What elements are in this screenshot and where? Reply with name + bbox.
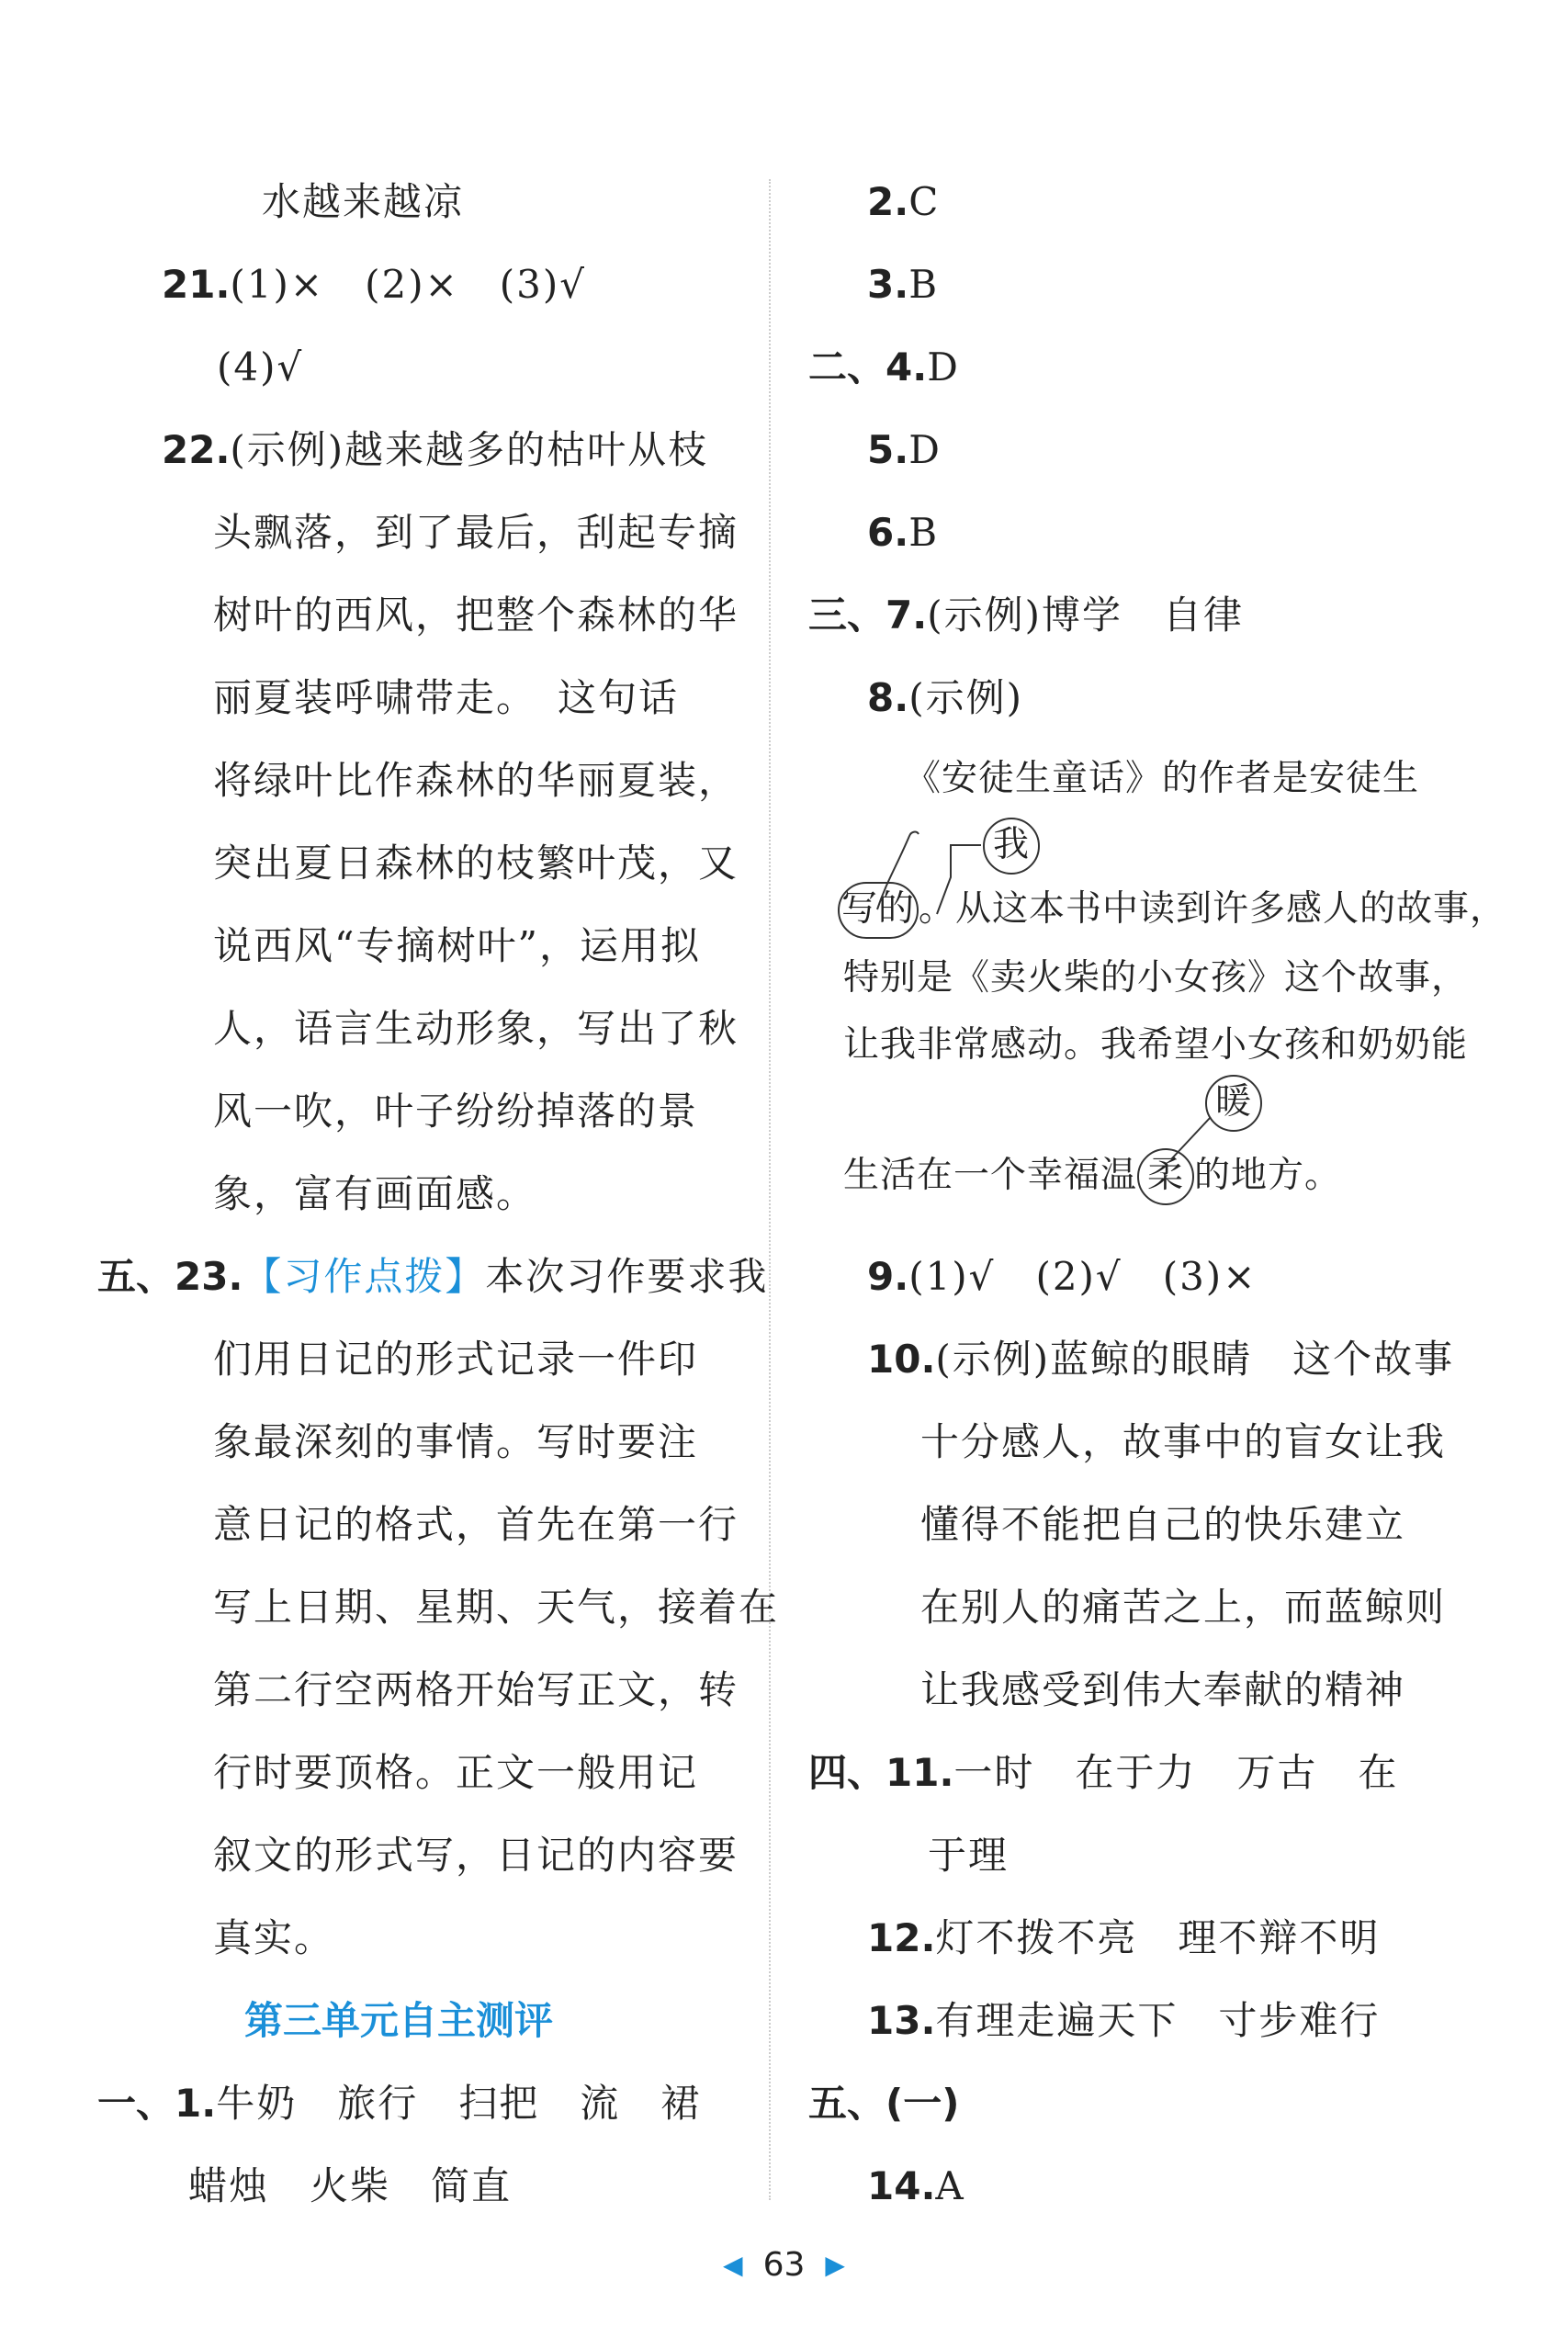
answer-line: 风一吹，叶子纷纷掉落的景 <box>213 1089 699 1134</box>
answer-text: (1)√ (2)√ (3)× <box>908 1254 1258 1299</box>
answer-text: B <box>908 262 940 307</box>
question-number: 14. <box>867 2163 936 2208</box>
answer-line: 们用日记的形式记录一件印 <box>213 1337 699 1382</box>
answer-text: 有理走遍天下 寸步难行 <box>935 1998 1381 2043</box>
correction-text: 的地方。 <box>1194 1155 1342 1196</box>
question-10 <box>867 1332 1454 1387</box>
section-title: 第三单元自主测评 <box>244 1998 554 2043</box>
answer-text: D <box>908 427 942 472</box>
insertion-caret <box>937 845 981 914</box>
answer-text: (示例)越来越多的枯叶从枝 <box>230 427 709 472</box>
answer-line: 象，富有画面感。 <box>213 1171 537 1216</box>
question-number: 四、11. <box>808 1750 954 1795</box>
answer-line: 丽夏装呼啸带走。 这句话 <box>213 675 680 720</box>
writing-tip-label: 【习作点拨】 <box>243 1254 486 1299</box>
answer-line: 第二行空两格开始写正文，转 <box>213 1667 739 1712</box>
answer-line: 将绿叶比作森林的华丽夏装， <box>213 758 739 803</box>
answer-line: 让我感受到伟大奉献的精神 <box>920 1667 1406 1712</box>
answer-line: 在别人的痛苦之上，而蓝鲸则 <box>920 1585 1447 1630</box>
answer-line: 象最深刻的事情。写时要注 <box>213 1419 699 1464</box>
question-number: 8. <box>867 675 909 720</box>
answer-text: 一时 在于力 万古 在 <box>953 1750 1399 1795</box>
inserted-char: 暖 <box>1205 1075 1262 1132</box>
answer-line: 意日记的格式，首先在第一行 <box>213 1502 739 1547</box>
answer-text: (示例) <box>908 675 1023 720</box>
question-number: 10. <box>867 1337 936 1382</box>
circled-text: 写的 <box>838 882 919 939</box>
deletion-mark <box>877 832 919 909</box>
question-number: 三、7. <box>808 593 928 638</box>
answer-line: 突出夏日森林的枝繁叶茂，又 <box>213 841 739 886</box>
answer-text: 本次习作要求我 <box>485 1254 769 1299</box>
triangle-left-icon: ◀ <box>723 2250 743 2280</box>
question-number: 22. <box>162 427 231 472</box>
answer-text: B <box>908 510 940 555</box>
question-number: 五、23. <box>97 1254 243 1299</box>
answer-text: 灯不拨不亮 理不辩不明 <box>935 1915 1381 1960</box>
question-number: 9. <box>867 1254 909 1299</box>
answer-text: 牛奶 旅行 扫把 流 裙 <box>216 2081 702 2126</box>
answer-text: (示例)博学 自律 <box>927 593 1244 638</box>
answer-line: 十分感人，故事中的盲女让我 <box>920 1419 1447 1464</box>
answer-line: 行时要顶格。正文一般用记 <box>213 1750 699 1795</box>
triangle-right-icon: ▶ <box>825 2250 845 2280</box>
correction-text: 生活在一个幸福温 <box>843 1155 1138 1196</box>
answer-text: (1)× (2)× (3)√ <box>230 262 587 307</box>
question-13 <box>867 1993 1380 2049</box>
answer-text: (示例)蓝鲸的眼睛 这个故事 <box>935 1337 1455 1382</box>
question-number: 12. <box>867 1915 936 1960</box>
section-number: 五、(一) <box>808 2081 960 2126</box>
answer-line: 蜡烛 火柴 简直 <box>188 2163 513 2208</box>
answer-line: 懂得不能把自己的快乐建立 <box>920 1502 1406 1547</box>
page-footer <box>0 2241 1568 2288</box>
question-number: 21. <box>162 262 231 307</box>
answer-line: 说西风“专摘树叶”，运用拟 <box>213 923 701 968</box>
answer-text: A <box>935 2163 965 2208</box>
correction-line: 让我非常感动。我希望小女孩和奶奶能 <box>843 1024 1469 1066</box>
answer-line: 头飘落，到了最后，刮起专摘 <box>213 510 739 555</box>
question-11 <box>808 1745 1398 1801</box>
correction-text: 。从这本书中读到许多感人的故事， <box>919 888 1507 930</box>
answer-line: 树叶的西风，把整个森林的华 <box>213 593 739 638</box>
answer-line: 于理 <box>928 1833 1010 1878</box>
answer-line: (4)√ <box>217 344 304 389</box>
question-number: 5. <box>867 427 909 472</box>
question-number: 一、1. <box>97 2081 217 2126</box>
question-number: 3. <box>867 262 909 307</box>
question-number: 13. <box>867 1998 936 2043</box>
answer-text: C <box>908 179 941 224</box>
question-number: 二、4. <box>808 344 928 389</box>
answer-text: D <box>927 344 960 389</box>
question-12 <box>867 1911 1380 1966</box>
answer-line: 真实。 <box>213 1915 335 1960</box>
answer-line: 写上日期、星期、天气，接着在 <box>213 1585 780 1630</box>
answer-line: 叙文的形式写，日记的内容要 <box>213 1833 739 1878</box>
correction-line: 《安徒生童话》的作者是安徒生 <box>905 758 1420 799</box>
page-number: 63 <box>762 2246 806 2284</box>
inserted-char: 我 <box>983 818 1040 875</box>
correction-line: 特别是《卖火柴的小女孩》这个故事， <box>843 957 1469 999</box>
answer-line: 人，语言生动形象，写出了秋 <box>213 1006 739 1051</box>
question-9 <box>867 1249 1257 1304</box>
question-number: 6. <box>867 510 909 555</box>
circled-text: 柔 <box>1137 1148 1194 1205</box>
insertion-line <box>1171 1117 1211 1159</box>
question-14 <box>867 2159 965 2214</box>
section-label <box>808 2076 959 2131</box>
question-number: 2. <box>867 179 909 224</box>
answer-line: 水越来越凉 <box>262 179 465 224</box>
